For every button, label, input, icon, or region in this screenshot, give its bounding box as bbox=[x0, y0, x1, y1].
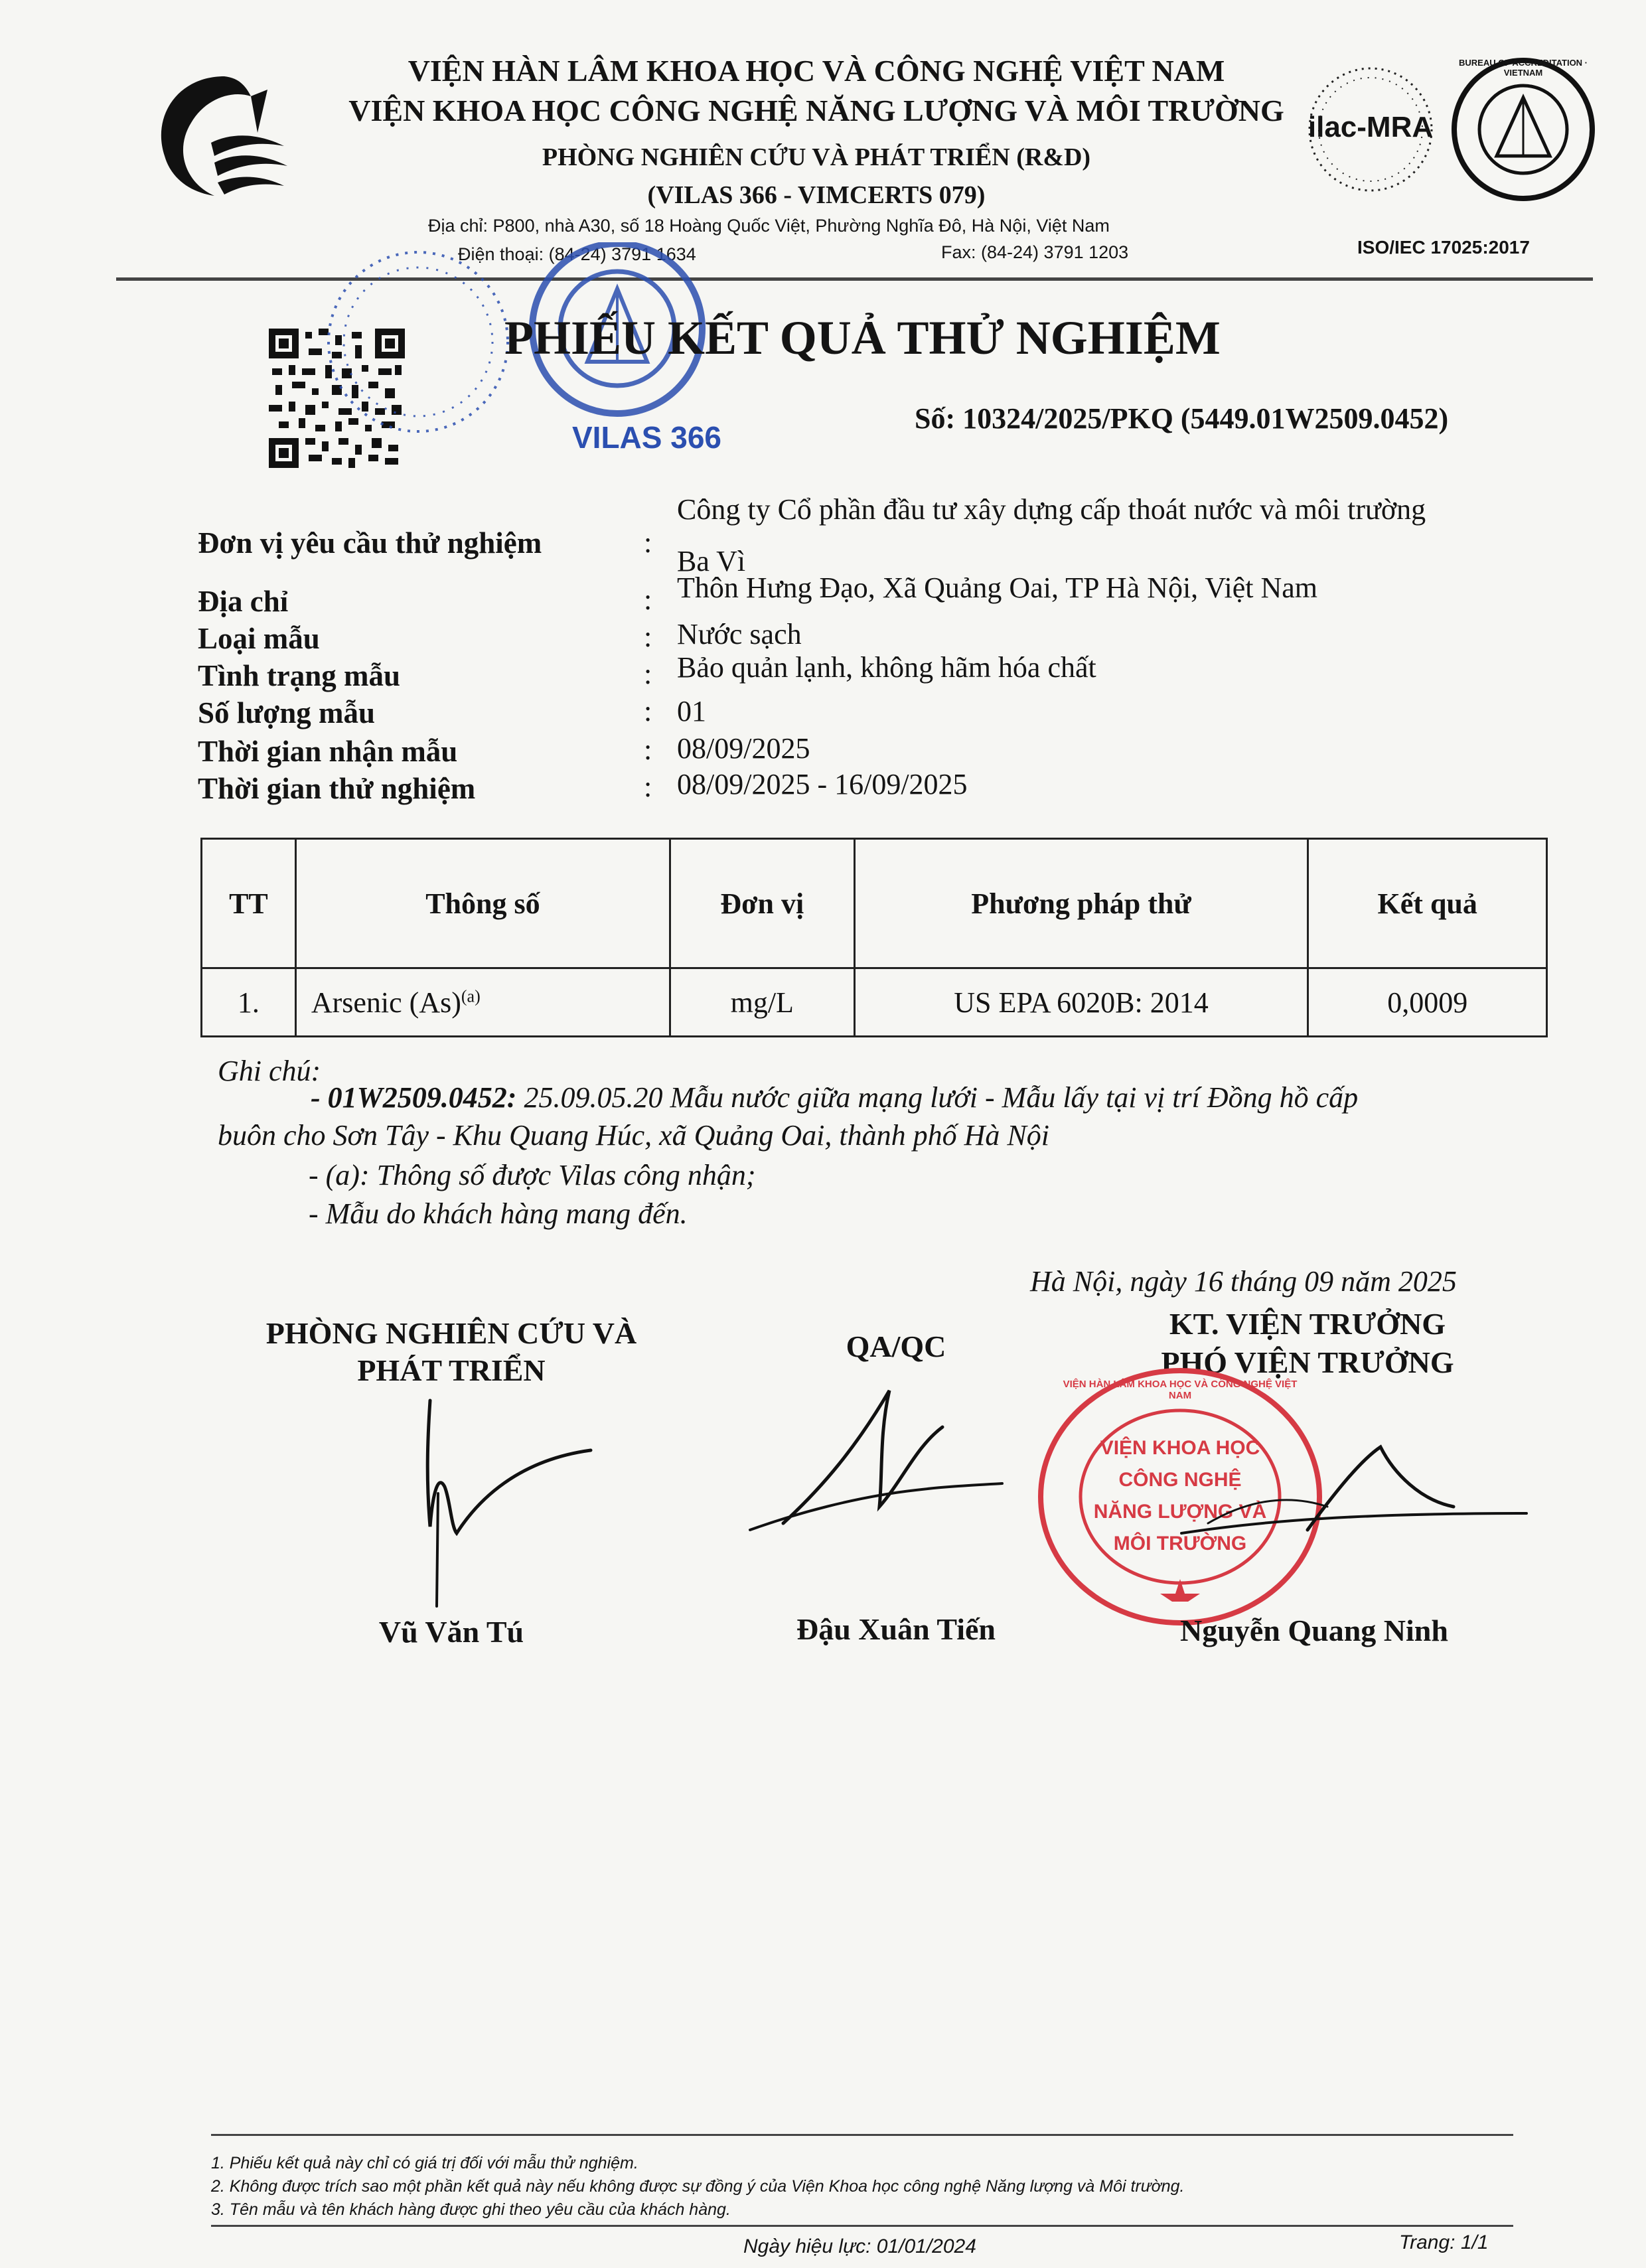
ilac-mra-logo bbox=[1301, 63, 1440, 196]
footer-note-1: 1. Phiếu kết quả này chỉ có giá trị đối với mẫu thử nghiệm. bbox=[211, 2154, 638, 2172]
info-label-sample-type: Loại mẫu bbox=[198, 622, 320, 655]
department-name: PHÒNG NGHIÊN CỨU VÀ PHÁT TRIỂN (R&D) bbox=[542, 143, 1091, 171]
info-label-sample-condition: Tình trạng mẫu bbox=[198, 659, 401, 692]
right-signer-title-2: PHÓ VIỆN TRƯỞNG bbox=[1161, 1345, 1454, 1379]
right-signer-name: Nguyễn Quang Ninh bbox=[1180, 1614, 1448, 1647]
left-signer-title-2: PHÁT TRIỂN bbox=[357, 1353, 546, 1387]
info-value-requester: Công ty Cổ phần đầu tư xây dựng cấp thoát nước và môi trường bbox=[677, 493, 1426, 526]
col-header-method: Phương pháp thử bbox=[854, 839, 1308, 968]
info-colon: : bbox=[644, 733, 652, 766]
seal-outer-text: VIỆN HÀN LÂM KHOA HỌC VÀ CÔNG NGHỆ VIỆT NAM bbox=[1063, 1379, 1298, 1401]
vilas-stamp-text: VILAS 366 bbox=[572, 420, 721, 455]
seal-inner-2: CÔNG NGHỆ bbox=[1118, 1469, 1242, 1491]
seal-star-icon bbox=[1140, 1576, 1220, 1603]
info-label-received: Thời gian nhận mẫu bbox=[198, 735, 458, 768]
info-label-address: Địa chỉ bbox=[198, 585, 289, 618]
page-number: Trang: 1/1 bbox=[1399, 2231, 1489, 2253]
issue-date-place: Hà Nội, ngày 16 tháng 09 năm 2025 bbox=[1030, 1265, 1457, 1298]
institute-name: VIỆN KHOA HỌC CÔNG NGHỆ NĂNG LƯỢNG VÀ MÔI TRƯỜNG bbox=[348, 94, 1284, 127]
address-line: Địa chỉ: P800, nhà A30, số 18 Hoàng Quốc Việt, Phường Nghĩa Đô, Hà Nội, Việt Nam bbox=[428, 216, 1110, 236]
right-signer-title-1: KT. VIỆN TRƯỞNG bbox=[1169, 1307, 1446, 1341]
info-colon: : bbox=[644, 583, 652, 616]
footer-note-3: 3. Tên mẫu và tên khách hàng được ghi theo yêu cầu của khách hàng. bbox=[211, 2200, 731, 2219]
note-1-code: - 01W2509.0452: bbox=[311, 1081, 517, 1114]
info-colon: : bbox=[644, 695, 652, 727]
info-value-address: Thôn Hưng Đạo, Xã Quảng Oai, TP Hà Nội, Việt Nam bbox=[677, 571, 1318, 604]
info-colon: : bbox=[644, 658, 652, 690]
left-signer-name: Vũ Văn Tú bbox=[378, 1615, 524, 1649]
info-value-requester-cont: Ba Vì bbox=[677, 545, 746, 577]
academy-name: VIỆN HÀN LÂM KHOA HỌC VÀ CÔNG NGHỆ VIỆT NAM bbox=[408, 54, 1225, 88]
seal-inner-1: VIỆN KHOA HỌC bbox=[1100, 1437, 1260, 1459]
footer-divider-bottom bbox=[211, 2225, 1513, 2227]
info-label-sample-count: Số lượng mẫu bbox=[198, 696, 375, 729]
col-header-unit: Đơn vị bbox=[670, 839, 854, 968]
parameter-name: Arsenic (As) bbox=[311, 986, 461, 1019]
info-colon: : bbox=[644, 526, 652, 559]
effective-date: Ngày hiệu lực: 01/01/2024 bbox=[743, 2235, 976, 2257]
col-header-parameter: Thông số bbox=[295, 839, 670, 968]
boa-seal-icon bbox=[1450, 56, 1596, 202]
table-header-row bbox=[202, 839, 1547, 968]
info-value-received: 08/09/2025 bbox=[677, 732, 810, 765]
notes-heading: Ghi chú: bbox=[218, 1055, 321, 1087]
footer-divider bbox=[211, 2134, 1513, 2136]
info-value-sample-condition: Bảo quản lạnh, không hãm hóa chất bbox=[677, 651, 1096, 684]
table-row bbox=[202, 968, 1547, 1037]
note-1 bbox=[311, 1081, 1358, 1114]
signature-middle bbox=[743, 1381, 1009, 1553]
info-value-sample-count: 01 bbox=[677, 695, 706, 727]
mid-signer-title: QA/QC bbox=[846, 1329, 946, 1363]
info-label-requester: Đơn vị yêu cầu thử nghiệm bbox=[198, 526, 542, 560]
info-value-sample-type: Nước sạch bbox=[677, 618, 802, 650]
col-header-result: Kết quả bbox=[1308, 839, 1547, 968]
seal-inner-3: NĂNG LƯỢNG VÀ bbox=[1093, 1501, 1267, 1523]
mid-signer-name: Đậu Xuân Tiến bbox=[796, 1612, 996, 1646]
seal-inner-4: MÔI TRƯỜNG bbox=[1113, 1533, 1247, 1554]
phone-line: Điện thoại: (84-24) 3791 1634 bbox=[458, 244, 696, 264]
ilac-logo-text: ilac-MRA bbox=[1308, 111, 1434, 143]
info-colon: : bbox=[644, 771, 652, 803]
info-label-test-period: Thời gian thử nghiệm bbox=[198, 772, 476, 805]
cell-unit: mg/L bbox=[670, 968, 854, 1037]
boa-logo-text: BUREAU OF ACCREDITATION · VIETNAM bbox=[1458, 58, 1588, 78]
fax-line: Fax: (84-24) 3791 1203 bbox=[941, 242, 1129, 262]
boa-logo bbox=[1450, 56, 1596, 202]
cell-tt: 1. bbox=[202, 968, 296, 1037]
cell-result: 0,0009 bbox=[1308, 968, 1547, 1037]
note-1-text: 25.09.05.20 Mẫu nước giữa mạng lưới - Mẫu lấy tại vị trí Đồng hồ cấp bbox=[516, 1081, 1359, 1114]
iso-standard: ISO/IEC 17025:2017 bbox=[1357, 237, 1530, 258]
note-3: - Mẫu do khách hàng mang đến. bbox=[309, 1197, 688, 1230]
note-2: - (a): Thông số được Vilas công nhận; bbox=[309, 1159, 756, 1191]
parameter-footnote-mark: (a) bbox=[461, 986, 481, 1006]
footer-note-2: 2. Không được trích sao một phần kết quả này nếu không được sự đồng ý của Viện Khoa học công nghệ Năng lượng và Môi trường. bbox=[211, 2177, 1185, 2196]
document-title: PHIẾU KẾT QUẢ THỬ NGHIỆM bbox=[504, 311, 1221, 364]
accreditation-codes: (VILAS 366 - VIMCERTS 079) bbox=[647, 181, 986, 209]
cell-method: US EPA 6020B: 2014 bbox=[854, 968, 1308, 1037]
note-1-continuation: buôn cho Sơn Tây - Khu Quang Húc, xã Quảng Oai, thành phố Hà Nội bbox=[218, 1119, 1049, 1152]
report-number: Số: 10324/2025/PKQ (5449.01W2509.0452) bbox=[915, 402, 1449, 435]
info-value-test-period: 08/09/2025 - 16/09/2025 bbox=[677, 768, 968, 800]
signature-right bbox=[1168, 1434, 1540, 1580]
signature-left bbox=[398, 1394, 611, 1613]
results-table bbox=[200, 838, 1548, 1037]
info-colon: : bbox=[644, 621, 652, 653]
col-header-tt: TT bbox=[202, 839, 296, 968]
cell-parameter bbox=[295, 968, 670, 1037]
left-signer-title-1: PHÒNG NGHIÊN CỨU VÀ bbox=[265, 1316, 637, 1350]
